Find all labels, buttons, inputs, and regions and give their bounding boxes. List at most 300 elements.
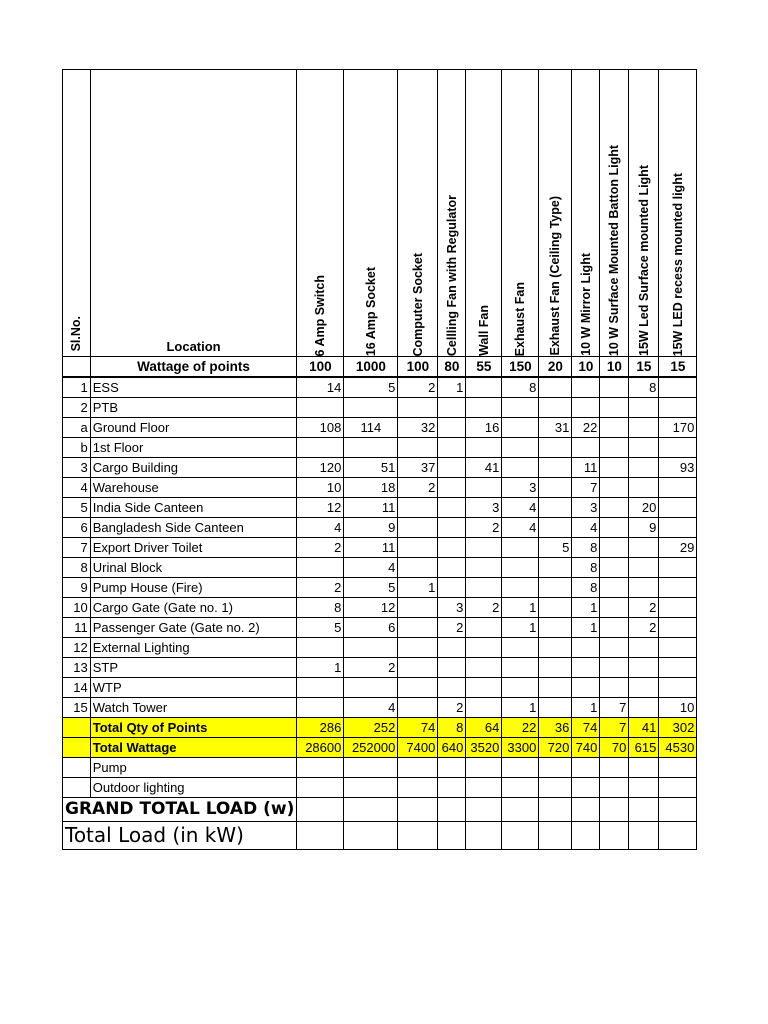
qty-cell [539,658,572,678]
qty-cell [600,377,629,398]
empty-cell [572,798,600,822]
total-value-cell: 7400 [398,738,438,758]
col-header-mirror-light: 10 W Mirror Light [572,70,600,357]
header-row [63,70,697,357]
qty-cell [398,558,438,578]
empty-cell [659,778,697,798]
qty-cell [539,438,572,458]
empty-cell [629,778,659,798]
table-row [63,518,697,538]
qty-cell [600,538,629,558]
qty-cell [659,377,697,398]
empty-cell [572,822,600,850]
qty-cell [659,598,697,618]
qty-cell [539,698,572,718]
qty-cell [502,658,539,678]
qty-cell [659,578,697,598]
qty-cell: 51 [344,458,398,478]
table-row [63,538,697,558]
qty-cell: 8 [572,578,600,598]
empty-cell [438,822,466,850]
location-cell: Watch Tower [90,698,297,718]
qty-cell [502,638,539,658]
qty-cell: 18 [344,478,398,498]
table-row [63,598,697,618]
qty-cell [502,438,539,458]
empty-cell [344,758,398,778]
qty-cell [600,498,629,518]
qty-cell: 7 [572,478,600,498]
qty-cell [539,618,572,638]
wattage-value: 10 [600,357,629,378]
table-row [63,478,697,498]
qty-cell [398,518,438,538]
empty-cell [629,822,659,850]
qty-cell [502,458,539,478]
wattage-value: 1000 [344,357,398,378]
qty-cell: 108 [297,418,344,438]
sl-no-cell: 1 [63,377,91,398]
table-row [63,678,697,698]
qty-cell [629,458,659,478]
qty-cell [438,538,466,558]
qty-cell [438,438,466,458]
wattage-row [63,357,697,378]
total-qty-row-label: Total Qty of Points [90,718,297,738]
empty-cell [438,798,466,822]
qty-cell [398,538,438,558]
sl-no-cell: 2 [63,398,91,418]
extra-sl-cell [63,778,91,798]
wattage-value: 10 [572,357,600,378]
qty-cell [466,377,502,398]
qty-cell [629,638,659,658]
qty-cell [572,438,600,458]
wattage-value: 80 [438,357,466,378]
qty-cell: 20 [629,498,659,518]
qty-cell [539,498,572,518]
empty-cell [398,822,438,850]
qty-cell [502,678,539,698]
qty-cell [466,578,502,598]
qty-cell [539,638,572,658]
qty-cell [600,618,629,638]
qty-cell: 16 [466,418,502,438]
empty-cell [502,798,539,822]
qty-cell [438,558,466,578]
qty-cell [572,658,600,678]
qty-cell [398,498,438,518]
qty-cell [600,458,629,478]
qty-cell: 5 [344,377,398,398]
location-cell: Passenger Gate (Gate no. 2) [90,618,297,638]
location-cell: Warehouse [90,478,297,498]
location-cell: WTP [90,678,297,698]
qty-cell [600,638,629,658]
qty-cell [600,578,629,598]
sl-no-cell: 8 [63,558,91,578]
table-row [63,398,697,418]
qty-cell: 4 [502,498,539,518]
qty-cell: 9 [344,518,398,538]
qty-cell: 114 [344,418,398,438]
qty-cell: 9 [629,518,659,538]
qty-cell: 2 [466,518,502,538]
qty-cell [629,398,659,418]
qty-cell: 8 [572,538,600,558]
empty-cell [297,822,344,850]
qty-cell [502,398,539,418]
table-row [63,458,697,478]
col-header-exhaust-fan: Exhaust Fan [502,70,539,357]
qty-cell [466,678,502,698]
qty-cell [629,538,659,558]
location-header: Location [90,70,297,357]
location-cell: ESS [90,377,297,398]
qty-cell [600,518,629,538]
qty-cell [629,418,659,438]
sl-no-cell: 7 [63,538,91,558]
empty-cell [539,778,572,798]
qty-cell [600,438,629,458]
qty-cell [572,398,600,418]
qty-cell [659,478,697,498]
qty-cell: 8 [572,558,600,578]
wattage-value: 100 [297,357,344,378]
qty-cell [438,498,466,518]
qty-cell: 2 [438,698,466,718]
qty-cell: 22 [572,418,600,438]
total-value-cell: 3520 [466,738,502,758]
table-row [63,498,697,518]
empty-cell [572,758,600,778]
qty-cell: 2 [297,538,344,558]
total-value-cell: 740 [572,738,600,758]
qty-cell [572,377,600,398]
qty-cell: 1 [502,598,539,618]
qty-cell [659,678,697,698]
empty-cell [539,822,572,850]
qty-cell: 2 [344,658,398,678]
col-header-wall-fan: Wall Fan [466,70,502,357]
sl-no-cell: 4 [63,478,91,498]
location-cell: Urinal Block [90,558,297,578]
wattage-value: 150 [502,357,539,378]
qty-cell: 12 [297,498,344,518]
qty-cell [438,638,466,658]
qty-cell: 3 [438,598,466,618]
total-value-cell: 4530 [659,738,697,758]
qty-cell [629,578,659,598]
qty-cell: 1 [572,598,600,618]
empty-cell [438,778,466,798]
table-row [63,618,697,638]
wattage-value: 20 [539,357,572,378]
qty-cell [344,678,398,698]
sl-no-cell: 14 [63,678,91,698]
total-kw-row [63,822,697,850]
empty-cell [600,798,629,822]
sl-no-cell: 6 [63,518,91,538]
qty-cell: 3 [572,498,600,518]
location-cell: Cargo Gate (Gate no. 1) [90,598,297,618]
qty-cell: 5 [344,578,398,598]
location-cell: External Lighting [90,638,297,658]
col-header-computer-socket: Computer Socket [398,70,438,357]
qty-cell [659,658,697,678]
qty-cell: 11 [344,538,398,558]
qty-cell [438,478,466,498]
location-cell: Export Driver Toilet [90,538,297,558]
empty-cell [344,778,398,798]
qty-cell [659,398,697,418]
qty-cell [398,678,438,698]
qty-cell [572,638,600,658]
qty-cell: 2 [466,598,502,618]
qty-cell [438,518,466,538]
qty-cell [466,698,502,718]
qty-cell [600,658,629,678]
total-value-cell: 8 [438,718,466,738]
total-value-cell: 3300 [502,738,539,758]
wattage-value: 55 [466,357,502,378]
wattage-value: 100 [398,357,438,378]
qty-cell [539,518,572,538]
qty-cell [502,538,539,558]
qty-cell [502,418,539,438]
total-wattage-row [63,738,697,758]
qty-cell: 8 [629,377,659,398]
total-value-cell: 640 [438,738,466,758]
sl-no-header: Sl.No. [63,70,91,357]
sl-no-cell: 12 [63,638,91,658]
qty-cell: 1 [297,658,344,678]
table-row [63,578,697,598]
qty-cell: 1 [572,618,600,638]
total-sl-cell [63,718,91,738]
qty-cell [297,558,344,578]
sl-no-cell: b [63,438,91,458]
empty-cell [502,778,539,798]
empty-cell [297,798,344,822]
qty-cell [539,598,572,618]
col-header-led-surface-light: 15W Led Surface mounted Light [629,70,659,357]
qty-cell: 31 [539,418,572,438]
total-value-cell: 7 [600,718,629,738]
qty-cell [398,698,438,718]
qty-cell [438,578,466,598]
empty-cell [629,798,659,822]
qty-cell: 14 [297,377,344,398]
qty-cell: 2 [398,478,438,498]
qty-cell [344,398,398,418]
wattage-value: 15 [629,357,659,378]
qty-cell [297,398,344,418]
sl-no-cell: 11 [63,618,91,638]
sl-no-cell: a [63,418,91,438]
grand-total-row [63,798,697,822]
empty-cell [502,758,539,778]
total-qty-row [63,718,697,738]
col-header-16amp-socket: 16 Amp Socket [344,70,398,357]
table-row [63,698,697,718]
qty-cell [659,558,697,578]
qty-cell [438,398,466,418]
qty-cell [344,438,398,458]
table-row [63,558,697,578]
sl-no-cell: 9 [63,578,91,598]
qty-cell [466,398,502,418]
qty-cell [539,458,572,478]
qty-cell: 5 [297,618,344,638]
qty-cell [659,638,697,658]
location-cell: STP [90,658,297,678]
qty-cell [466,438,502,458]
qty-cell [629,478,659,498]
empty-cell [539,798,572,822]
qty-cell [297,698,344,718]
empty-cell [600,778,629,798]
total-value-cell: 41 [629,718,659,738]
empty-cell [438,758,466,778]
col-header-6amp-switch: 6 Amp Switch [297,70,344,357]
qty-cell [629,438,659,458]
empty-cell [600,758,629,778]
qty-cell [659,438,697,458]
qty-cell [600,418,629,438]
qty-cell [502,578,539,598]
qty-cell: 2 [629,598,659,618]
qty-cell [466,538,502,558]
qty-cell: 11 [344,498,398,518]
qty-cell: 120 [297,458,344,478]
qty-cell [398,438,438,458]
empty-cell [466,778,502,798]
total-value-cell: 36 [539,718,572,738]
qty-cell: 8 [297,598,344,618]
qty-cell [466,558,502,578]
qty-cell: 1 [398,578,438,598]
qty-cell: 12 [344,598,398,618]
qty-cell: 2 [629,618,659,638]
empty-cell [600,822,629,850]
qty-cell: 11 [572,458,600,478]
qty-cell: 2 [297,578,344,598]
total-sl-cell [63,738,91,758]
wattage-label: Wattage of points [90,357,297,378]
extra-sl-cell [63,758,91,778]
qty-cell: 93 [659,458,697,478]
qty-cell [297,638,344,658]
load-schedule-table [62,69,697,850]
empty-cell [659,822,697,850]
qty-cell: 10 [297,478,344,498]
qty-cell: 3 [502,478,539,498]
empty-cell [502,822,539,850]
location-cell: Cargo Building [90,458,297,478]
qty-cell: 4 [344,558,398,578]
qty-cell [466,658,502,678]
sl-no-cell: 10 [63,598,91,618]
col-header-exhaust-fan-ceiling: Exhaust Fan (Ceiling Type) [539,70,572,357]
extra-label: Outdoor lighting [90,778,297,798]
qty-cell: 1 [502,698,539,718]
qty-cell [600,558,629,578]
empty-cell [572,778,600,798]
wattage-value: 15 [659,357,697,378]
qty-cell [297,678,344,698]
sl-no-cell: 3 [63,458,91,478]
qty-cell [600,398,629,418]
qty-cell [539,398,572,418]
qty-cell: 2 [398,377,438,398]
location-cell: 1st Floor [90,438,297,458]
qty-cell [438,418,466,438]
qty-cell [502,558,539,578]
empty-cell [629,758,659,778]
qty-cell [659,518,697,538]
empty-cell [398,798,438,822]
col-header-led-recess-light: 15W LED recess mounted light [659,70,697,357]
extra-label: Pump [90,758,297,778]
qty-cell [398,398,438,418]
empty-cell [466,758,502,778]
sl-no-cell: 5 [63,498,91,518]
qty-cell [629,658,659,678]
qty-cell [398,618,438,638]
col-header-batton-light: 10 W Surface Mounted Batton Light [600,70,629,357]
location-cell: Bangladesh Side Canteen [90,518,297,538]
qty-cell [572,678,600,698]
total-value-cell: 64 [466,718,502,738]
qty-cell [539,377,572,398]
empty-cell [297,778,344,798]
qty-cell [629,698,659,718]
qty-cell: 1 [438,377,466,398]
empty-cell [398,758,438,778]
qty-cell: 6 [344,618,398,638]
qty-cell [466,478,502,498]
extra-row [63,778,697,798]
qty-cell: 7 [600,698,629,718]
qty-cell [344,638,398,658]
qty-cell: 170 [659,418,697,438]
location-cell: Pump House (Fire) [90,578,297,598]
location-cell: PTB [90,398,297,418]
qty-cell [297,438,344,458]
qty-cell: 32 [398,418,438,438]
total-value-cell: 22 [502,718,539,738]
total-value-cell: 70 [600,738,629,758]
empty-cell [344,822,398,850]
qty-cell: 8 [502,377,539,398]
col-header-ceiling-fan: Cellling Fan with Regulator [438,70,466,357]
total-value-cell: 252000 [344,738,398,758]
grand-total-row-label: GRAND TOTAL LOAD (w) [63,798,297,822]
total-wattage-row-label: Total Wattage [90,738,297,758]
table-row [63,377,697,398]
qty-cell: 37 [398,458,438,478]
qty-cell [438,678,466,698]
total-value-cell: 74 [572,718,600,738]
empty-cell [344,798,398,822]
qty-cell: 3 [466,498,502,518]
qty-cell: 2 [438,618,466,638]
total-value-cell: 286 [297,718,344,738]
qty-cell [539,478,572,498]
qty-cell [398,658,438,678]
table-row [63,658,697,678]
